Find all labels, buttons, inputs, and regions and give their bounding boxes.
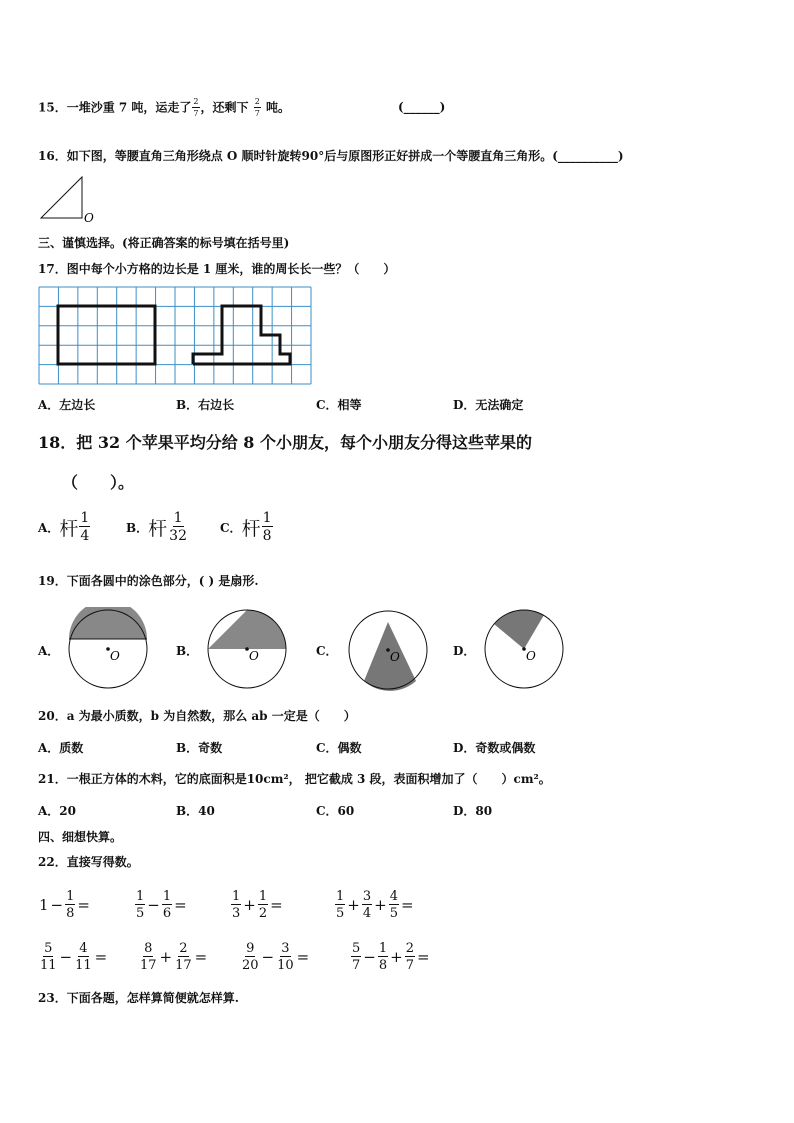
expr-fraction: $\frac{8}{17}$ — [140, 941, 157, 973]
expr-fraction: $\frac{4}{5}$ — [389, 889, 398, 921]
q16-number: 16． — [38, 149, 67, 163]
expr-fraction: $\frac{1}{5}$ — [136, 889, 145, 921]
circle-a-shaded-segment — [69, 607, 147, 639]
expr-token: − — [363, 948, 376, 966]
q20-text: a 为最小质数，b 为自然数，那么 ab 一定是（ ） — [66, 709, 356, 723]
q18-option-b-label: B． — [126, 520, 149, 535]
q17-option-a[interactable]: A．左边长 — [38, 398, 96, 412]
expr-token: = — [174, 896, 187, 914]
q21-option-a[interactable]: A．20 — [38, 804, 77, 818]
expr-token: + — [374, 896, 387, 914]
section-4-heading: 四、细想快算。 — [38, 830, 123, 844]
expr-fraction: $\frac{1}{2}$ — [258, 889, 268, 921]
expr-token: = — [401, 896, 414, 914]
q23 — [38, 989, 239, 1006]
q18-option-b-fraction: $\frac{1}{32}$ — [169, 510, 187, 544]
q22-expr-3 — [230, 890, 284, 920]
q19-number: 19． — [38, 574, 67, 588]
expr-token: = — [94, 948, 108, 966]
q19-circle-c — [346, 608, 430, 692]
q16-point-o-label: O — [84, 211, 94, 224]
q18-option-a-label: A． — [38, 520, 60, 535]
q19-option-c[interactable]: C． — [316, 644, 338, 658]
expr-fraction: $\frac{1}{6}$ — [162, 889, 172, 921]
q21-number: 21． — [38, 772, 67, 786]
q22-expr-4 — [334, 890, 415, 920]
q20-option-b[interactable]: B．奇数 — [176, 741, 223, 755]
q17-grid-figure — [38, 286, 312, 386]
q18-option-c-label: C． — [220, 520, 242, 535]
expr-fraction: $\frac{5}{7}$ — [352, 941, 361, 973]
q18-text: 把 32 个苹果平均分给 8 个小朋友，每个小朋友分得这些苹果的 — [76, 433, 532, 452]
q15-text-mid: ，还剩下 — [200, 100, 249, 115]
expr-token: = — [77, 896, 90, 914]
expr-token: + — [243, 896, 256, 914]
q15-answer-blank[interactable]: (______) — [398, 100, 446, 114]
q22-expr-7 — [240, 942, 310, 972]
expr-token: = — [194, 948, 208, 966]
q20-option-c[interactable]: C．偶数 — [316, 741, 362, 755]
q18-option-a[interactable] — [38, 511, 91, 543]
circle-c-center-label: O — [390, 650, 400, 664]
expr-fraction: $\frac{1}{8}$ — [66, 889, 75, 921]
q19-text: 下面各圆中的涂色部分，( ) 是扇形. — [66, 574, 259, 588]
q19-circle-d — [482, 607, 566, 691]
expr-token: − — [50, 896, 64, 914]
q18-number: 18． — [38, 433, 77, 452]
q21-option-d[interactable]: D．80 — [453, 804, 493, 818]
q18-option-b-glyph: 杆 — [148, 517, 168, 540]
circle-a-center-label: O — [110, 649, 120, 663]
expr-fraction: $\frac{1}{3}$ — [232, 889, 241, 921]
expr-token: + — [159, 948, 173, 966]
q22-number: 22． — [38, 855, 67, 869]
q19-option-a[interactable]: A． — [38, 644, 60, 658]
q17-text: 图中每个小方格的边长是 1 厘米，谁的周长长一些？（ ） — [66, 262, 396, 276]
expr-token: + — [347, 896, 360, 914]
q16-text: 如下图，等腰直角三角形绕点 O 顺时针旋转90°后与原图形正好拼成一个等腰直角三角形。(__________) — [66, 149, 624, 163]
q15-fraction-2: $\frac{2}{7}$ — [254, 97, 260, 118]
q15-text-post: 吨。 — [266, 100, 291, 115]
q20-number: 20． — [38, 709, 67, 723]
expr-token: 1 — [39, 896, 49, 914]
expr-fraction: $\frac{1}{8}$ — [378, 941, 388, 973]
q15-text-pre: 一堆沙重 7 吨，运走了 — [66, 100, 192, 115]
q18-option-c-glyph: 杆 — [241, 517, 261, 540]
expr-fraction: $\frac{9}{20}$ — [242, 941, 259, 973]
q22-expr-6 — [138, 942, 208, 972]
q19-circle-a — [66, 607, 150, 691]
q17-option-d[interactable]: D．无法确定 — [453, 398, 524, 412]
q23-number: 23． — [38, 991, 67, 1005]
expr-token: − — [147, 896, 160, 914]
q17-option-c[interactable]: C．相等 — [316, 398, 362, 412]
q17-number: 17． — [38, 262, 67, 276]
q18-option-c[interactable] — [220, 511, 274, 543]
expr-token: = — [296, 948, 310, 966]
expr-token: − — [59, 948, 73, 966]
q22-expr-5 — [38, 942, 108, 972]
q21-option-b[interactable]: B．40 — [176, 804, 215, 818]
q15 — [38, 98, 290, 118]
q16-triangle-figure — [38, 172, 98, 224]
q17-option-b[interactable]: B．右边长 — [176, 398, 235, 412]
circle-b-center-label: O — [249, 649, 259, 663]
q22-expr-8 — [350, 942, 431, 972]
q17 — [38, 260, 395, 277]
expr-fraction: $\frac{1}{5}$ — [336, 889, 345, 921]
circle-d-shaded-sector — [494, 610, 544, 649]
q19-circle-b — [205, 607, 289, 691]
q19 — [38, 572, 259, 589]
q18-answer-bracket[interactable]: （ ）。 — [62, 473, 135, 492]
q21-text: 一根正方体的木料，它的底面积是10cm²， 把它截成 3 段，表面积增加了（ ）cm²。 — [66, 772, 551, 786]
expr-token: + — [390, 948, 403, 966]
q21-option-c[interactable]: C．60 — [316, 804, 355, 818]
expr-fraction: $\frac{2}{7}$ — [405, 941, 414, 973]
q18-option-c-fraction: $\frac{1}{8}$ — [262, 510, 272, 544]
q16 — [38, 147, 624, 164]
circle-b-shaded-region — [208, 610, 286, 649]
q21 — [38, 770, 551, 787]
q19-option-b[interactable]: B． — [176, 644, 199, 658]
section-3-heading: 三、谨慎选择。(将正确答案的标号填在括号里) — [38, 236, 290, 250]
q18 — [38, 430, 532, 453]
expr-fraction: $\frac{4}{11}$ — [75, 941, 92, 973]
q20 — [38, 707, 356, 724]
right-triangle-shape — [41, 177, 82, 218]
expr-fraction: $\frac{3}{10}$ — [277, 941, 294, 973]
q20-option-d[interactable]: D．奇数或偶数 — [453, 741, 536, 755]
circle-d-center-label: O — [526, 649, 536, 663]
expr-token: = — [270, 896, 283, 914]
q18-option-a-fraction: $\frac{1}{4}$ — [80, 510, 90, 544]
q18-option-a-glyph: 杆 — [59, 517, 79, 540]
q18-option-b[interactable] — [126, 511, 189, 543]
expr-fraction: $\frac{2}{17}$ — [175, 941, 192, 973]
q19-option-d[interactable]: D． — [453, 644, 476, 658]
q15-number: 15． — [38, 100, 67, 115]
right-stepped-shape — [193, 306, 290, 364]
q23-text: 下面各题，怎样算简便就怎样算. — [66, 991, 239, 1005]
q22 — [38, 853, 139, 870]
q15-fraction-1: $\frac{2}{7}$ — [193, 97, 199, 118]
q22-expr-2 — [134, 890, 188, 920]
expr-fraction: $\frac{3}{4}$ — [362, 889, 372, 921]
left-rectangle-shape — [58, 306, 155, 364]
expr-token: − — [261, 948, 275, 966]
q20-option-a[interactable]: A．质数 — [38, 741, 84, 755]
q22-expr-1 — [38, 890, 91, 920]
expr-token: = — [417, 948, 430, 966]
expr-fraction: $\frac{5}{11}$ — [40, 941, 57, 973]
q22-text: 直接写得数。 — [66, 855, 139, 869]
